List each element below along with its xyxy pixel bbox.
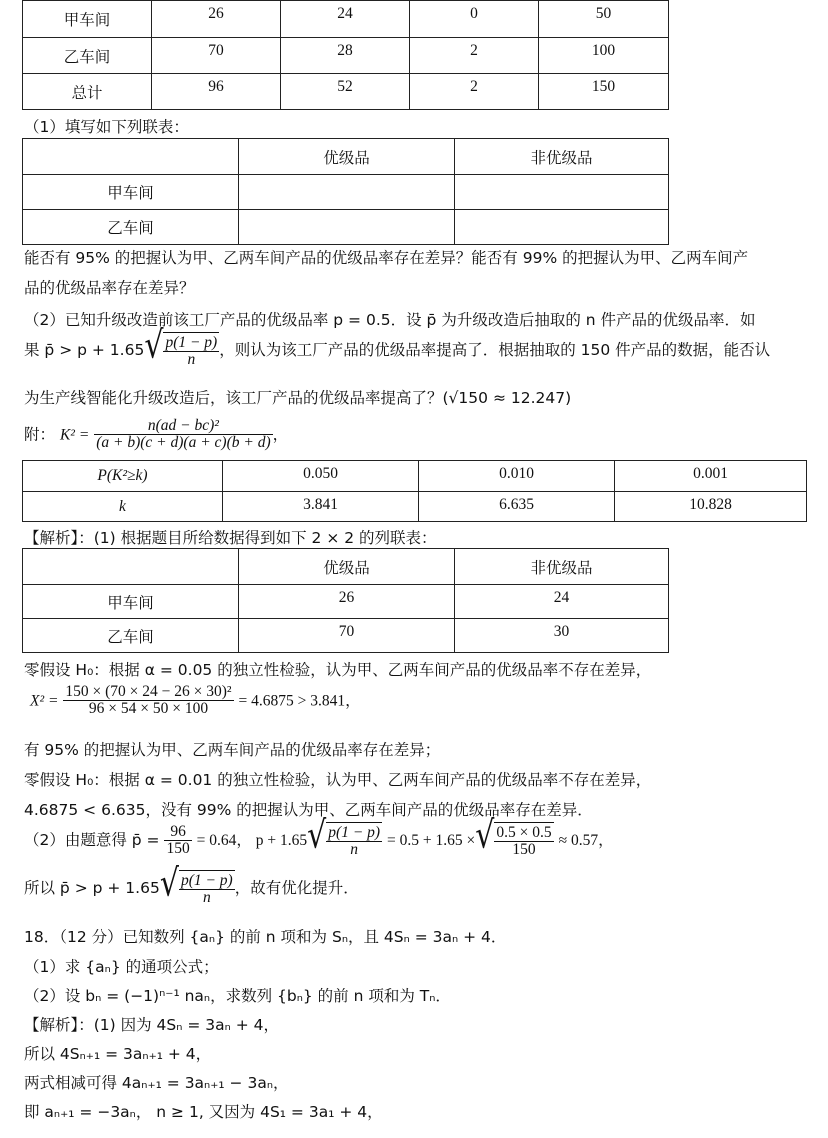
table-cell: 甲车间: [23, 175, 239, 210]
table-cell: 70: [152, 38, 281, 74]
appendix-label: 附：: [24, 425, 56, 444]
table-cell: 3.841: [223, 492, 419, 522]
table-cell: 甲车间: [23, 585, 239, 619]
fraction-denominator: 96 × 54 × 50 × 100: [88, 700, 209, 718]
fraction-numerator: 96: [164, 824, 191, 841]
table-cell: 乙车间: [23, 619, 239, 653]
sqrt-expression: √ $\frac{p(1 - p)}{n}$: [307, 813, 381, 859]
fraction-denominator: 150: [166, 839, 190, 857]
problem-18-statement: 18．（12 分）已知数列 {aₙ} 的前 n 项和为 Sₙ，且 4Sₙ = 3aₙ + 4．: [24, 928, 507, 946]
table-cell: 0.010: [419, 461, 615, 492]
formula-lhs: K² =: [59, 426, 90, 444]
table-cell: 150: [539, 74, 669, 110]
fraction-denominator: 150: [512, 841, 536, 859]
table-header-cell: 优级品: [239, 139, 455, 175]
table-header-cell: 非优级品: [455, 139, 669, 175]
table-header-cell: [23, 549, 239, 585]
chi-square-formula: [30, 684, 361, 718]
question-text: 能否有 95% 的把握认为甲、乙两车间产品的优级品率存在差异？能否有 99% 的把握认为甲、乙两车间产: [24, 249, 749, 267]
table-cell: 24: [281, 1, 410, 38]
fraction-numerator: p(1 − p): [328, 824, 381, 841]
analysis-intro: 【解析】：(1) 根据题目所给数据得到如下 2 × 2 的列联表：: [24, 529, 437, 547]
question-text: 为生产线智能化升级改造后，该工厂产品的优级品率提高了？(√150 ≈ 12.247): [24, 389, 572, 407]
formula-tail: ，: [272, 425, 289, 444]
table-cell: 28: [281, 38, 410, 74]
question-text: 品的优级品率存在差异？: [24, 279, 195, 297]
solution-text: 即 aₙ₊₁ = −3aₙ， n ≥ 1, 又因为 4S₁ = 3a₁ + 4，: [24, 1103, 383, 1121]
fraction-denominator: n: [202, 889, 211, 907]
condition-prefix: 果 p̄ > p + 1.65: [24, 340, 145, 359]
table-cell: 30: [455, 619, 669, 653]
table-cell: 70: [239, 619, 455, 653]
problem-18-part-2: （2）设 bₙ = (−1)ⁿ⁻¹ naₙ，求数列 {bₙ} 的前 n 项和为 Tₙ．: [24, 987, 451, 1005]
table-cell: 乙车间: [23, 38, 152, 74]
table-cell: 96: [152, 74, 281, 110]
table-cell: k: [23, 492, 223, 522]
fraction-denominator: n: [187, 351, 196, 369]
table-cell: 0.001: [615, 461, 807, 492]
analysis-formula-line: [24, 813, 614, 859]
contingency-table-blank: [22, 138, 669, 245]
fraction-denominator: (a + b)(c + d)(a + c)(b + d): [96, 434, 271, 452]
question-condition: [24, 323, 771, 369]
table-cell: [455, 175, 669, 210]
sqrt-expression: √ $\frac{p(1 - p)}{n}$: [144, 323, 218, 369]
table-cell: 24: [455, 585, 669, 619]
sqrt-expression: √ $\frac{0.5 \times 0.5}{150}$: [475, 813, 552, 859]
table-cell: 100: [539, 38, 669, 74]
condition-suffix: ，则认为该工厂产品的优级品率提高了．根据抽取的 150 件产品的数据，能否认: [219, 340, 771, 359]
table-cell: 26: [152, 1, 281, 38]
analysis-formula-line: [24, 861, 359, 907]
table-cell: 50: [539, 1, 669, 38]
analysis-text: 零假设 H₀：根据 α = 0.05 的独立性检验，认为甲、乙两车间产品的优级品率不存在差异，: [24, 661, 652, 679]
text-segment: 所以 p̄ > p + 1.65: [24, 878, 160, 897]
text-segment: ，故有优化提升．: [234, 878, 359, 897]
table-cell: [239, 175, 455, 210]
problem-18-part-1: （1）求 {aₙ} 的通项公式；: [24, 958, 219, 976]
table-cell: 2: [410, 74, 539, 110]
table-cell: 52: [281, 74, 410, 110]
data-table-top: [22, 0, 669, 110]
contingency-table-filled: [22, 548, 669, 653]
table-cell: P(K²≥k): [23, 461, 223, 492]
solution-text: 两式相减可得 4aₙ₊₁ = 3aₙ₊₁ − 3aₙ，: [24, 1074, 289, 1092]
text-segment: ≈ 0.57，: [558, 831, 614, 849]
analysis-text: 有 95% 的把握认为甲、乙两车间产品的优级品率存在差异；: [24, 741, 441, 759]
fraction-numerator: n(ad − bc)²: [94, 418, 272, 435]
appendix-formula: [24, 418, 288, 452]
text-segment: = 0.64， p + 1.65: [196, 831, 308, 849]
table-header-cell: 非优级品: [455, 549, 669, 585]
formula-rhs: = 4.6875 > 3.841，: [238, 692, 361, 710]
table-cell: 10.828: [615, 492, 807, 522]
formula-lhs: X² =: [30, 692, 59, 710]
fraction-numerator: p(1 − p): [165, 334, 218, 351]
solution-text: 【解析】：(1) 因为 4Sₙ = 3aₙ + 4，: [24, 1016, 280, 1034]
text-segment: = 0.5 + 1.65 ×: [387, 831, 476, 849]
fraction-numerator: 0.5 × 0.5: [496, 824, 552, 841]
question-1-intro: （1）填写如下列联表：: [24, 118, 189, 136]
text-segment: （2）由题意得 p̄ =: [24, 830, 160, 849]
table-cell: [239, 210, 455, 245]
table-cell: 总计: [23, 74, 152, 110]
table-cell: 0.050: [223, 461, 419, 492]
fraction-denominator: n: [350, 841, 359, 859]
sqrt-expression: √ $\frac{p(1 - p)}{n}$: [159, 861, 233, 907]
analysis-text: 4.6875 < 6.635，没有 99% 的把握认为甲、乙两车间产品的优级品率存在差异．: [24, 801, 593, 819]
table-cell: 6.635: [419, 492, 615, 522]
table-cell: [455, 210, 669, 245]
question-text: （2）已知升级改造前该工厂产品的优级品率 p = 0.5．设 p̄ 为升级改造后抽取的 n 件产品的优级品率．如: [24, 311, 756, 329]
table-cell: 26: [239, 585, 455, 619]
analysis-text: 零假设 H₀：根据 α = 0.01 的独立性检验，认为甲、乙两车间产品的优级品率不存在差异，: [24, 771, 652, 789]
fraction-numerator: p(1 − p): [180, 872, 233, 889]
table-cell: 0: [410, 1, 539, 38]
critical-value-table: [22, 460, 807, 522]
table-header-cell: 优级品: [239, 549, 455, 585]
table-cell: 乙车间: [23, 210, 239, 245]
fraction-numerator: 150 × (70 × 24 − 26 × 30)²: [65, 683, 232, 700]
table-cell: 2: [410, 38, 539, 74]
table-cell: 甲车间: [23, 1, 152, 38]
table-header-cell: [23, 139, 239, 175]
solution-text: 所以 4Sₙ₊₁ = 3aₙ₊₁ + 4，: [24, 1045, 212, 1063]
